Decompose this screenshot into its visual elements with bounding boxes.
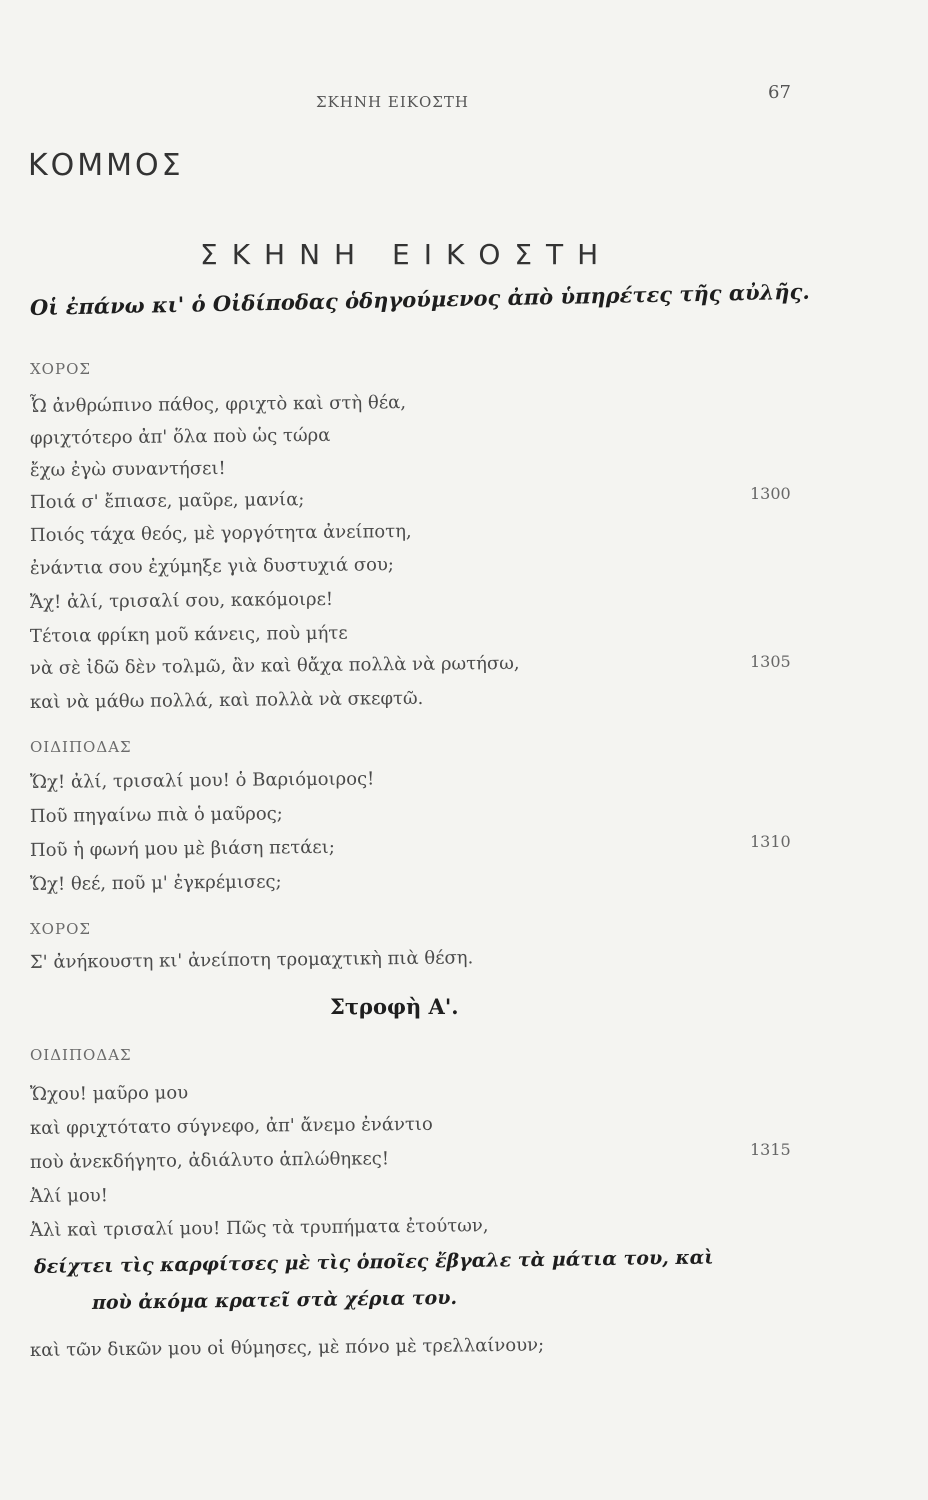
section-heading: ΚΟΜΜΟΣ <box>28 148 184 183</box>
verse-line: Ὤχ! ἀλί, τρισαλί μου! ὁ Βαριόμοιρος! <box>29 768 375 793</box>
line-number: 1310 <box>750 832 791 851</box>
verse-line: νὰ σὲ ἰδῶ δὲν τολμῶ, ἂν καὶ θἄχα πολλὰ νὰ ρωτήσω, <box>29 652 520 679</box>
line-number: 1315 <box>750 1140 791 1159</box>
verse-line: Τέτοια φρίκη μοῦ κάνεις, ποὺ μήτε <box>29 622 348 647</box>
verse-line: καὶ νὰ μάθω πολλά, καὶ πολλὰ νὰ σκεφτῶ. <box>29 687 424 713</box>
italic-stage-note: ποὺ ἀκόμα κρατεῖ στὰ χέρια του. <box>91 1286 458 1314</box>
verse-line: Ποῦ πηγαίνω πιὰ ὁ μαῦρος; <box>29 803 283 827</box>
verse-line: ἐνάντια σου ἐχύμηξε γιὰ δυστυχιά σου; <box>29 554 395 579</box>
verse-line: καὶ φριχτότατο σύγνεφο, ἀπ' ἄνεμο ἐνάντιο <box>29 1113 433 1139</box>
speaker-oedipus: ΟΙΔΙΠΟΔΑΣ <box>30 1046 132 1064</box>
verse-line: ἔχω ἐγὼ συναντήσει! <box>29 457 226 481</box>
verse-line: Ἀλὶ καὶ τρισαλί μου! Πῶς τὰ τρυπήματα ἐτούτων, <box>29 1215 489 1241</box>
verse-line: Σ' ἀνήκουστη κι' ἀνείποτη τρομαχτικὴ πιὰ θέση. <box>29 947 474 973</box>
stage-direction: Οἱ ἐπάνω κι' ὁ Οἰδίποδας ὁδηγούμενος ἀπὸ ὑπηρέτες τῆς αὐλῆς. <box>29 278 810 320</box>
verse-line: ποὺ ἀνεκδήγητο, ἀδιάλυτο ἁπλώθηκες! <box>29 1148 390 1173</box>
speaker-oedipus: ΟΙΔΙΠΟΔΑΣ <box>30 738 132 756</box>
verse-line: Ἄχ! ἀλί, τρισαλί σου, κακόμοιρε! <box>29 588 334 613</box>
verse-line: φριχτότερο ἀπ' ὅλα ποὺ ὡς τώρα <box>29 424 331 449</box>
verse-line: Ὦ ἀνθρώπινο πάθος, φριχτὸ καὶ στὴ θέα, <box>29 392 407 417</box>
verse-line: καὶ τῶν δικῶν μου οἱ θύμησες, μὲ πόνο μὲ τρελλαίνουν; <box>29 1334 545 1361</box>
verse-line: Ποιός τάχα θεός, μὲ γοργότητα ἀνείποτη, <box>29 521 412 546</box>
verse-line: Ποῦ ἡ φωνή μου μὲ βιάση πετάει; <box>29 836 335 861</box>
running-head: ΣΚΗΝΗ ΕΙΚΟΣΤΗ <box>316 93 469 111</box>
line-number: 1300 <box>750 484 791 503</box>
scene-title: ΣΚΗΝΗ ΕΙΚΟΣΤΗ <box>200 238 613 271</box>
strophe-heading: Στροφὴ Α'. <box>330 994 459 1019</box>
line-number: 1305 <box>750 652 791 671</box>
verse-line: Ἀλί μου! <box>29 1185 109 1207</box>
verse-line: Ὤχ! θεέ, ποῦ μ' ἐγκρέμισες; <box>29 871 282 895</box>
italic-stage-note: δείχτει τὶς καρφίτσες μὲ τὶς ὁποῖες ἔβγαλε τὰ μάτια του, καὶ <box>33 1246 714 1278</box>
verse-line: Ποιά σ' ἔπιασε, μαῦρε, μανία; <box>29 489 305 513</box>
verse-line: Ὤχου! μαῦρο μου <box>29 1082 189 1105</box>
speaker-chorus: ΧΟΡΟΣ <box>30 360 91 378</box>
speaker-chorus: ΧΟΡΟΣ <box>30 920 91 938</box>
page-number: 67 <box>768 82 791 103</box>
